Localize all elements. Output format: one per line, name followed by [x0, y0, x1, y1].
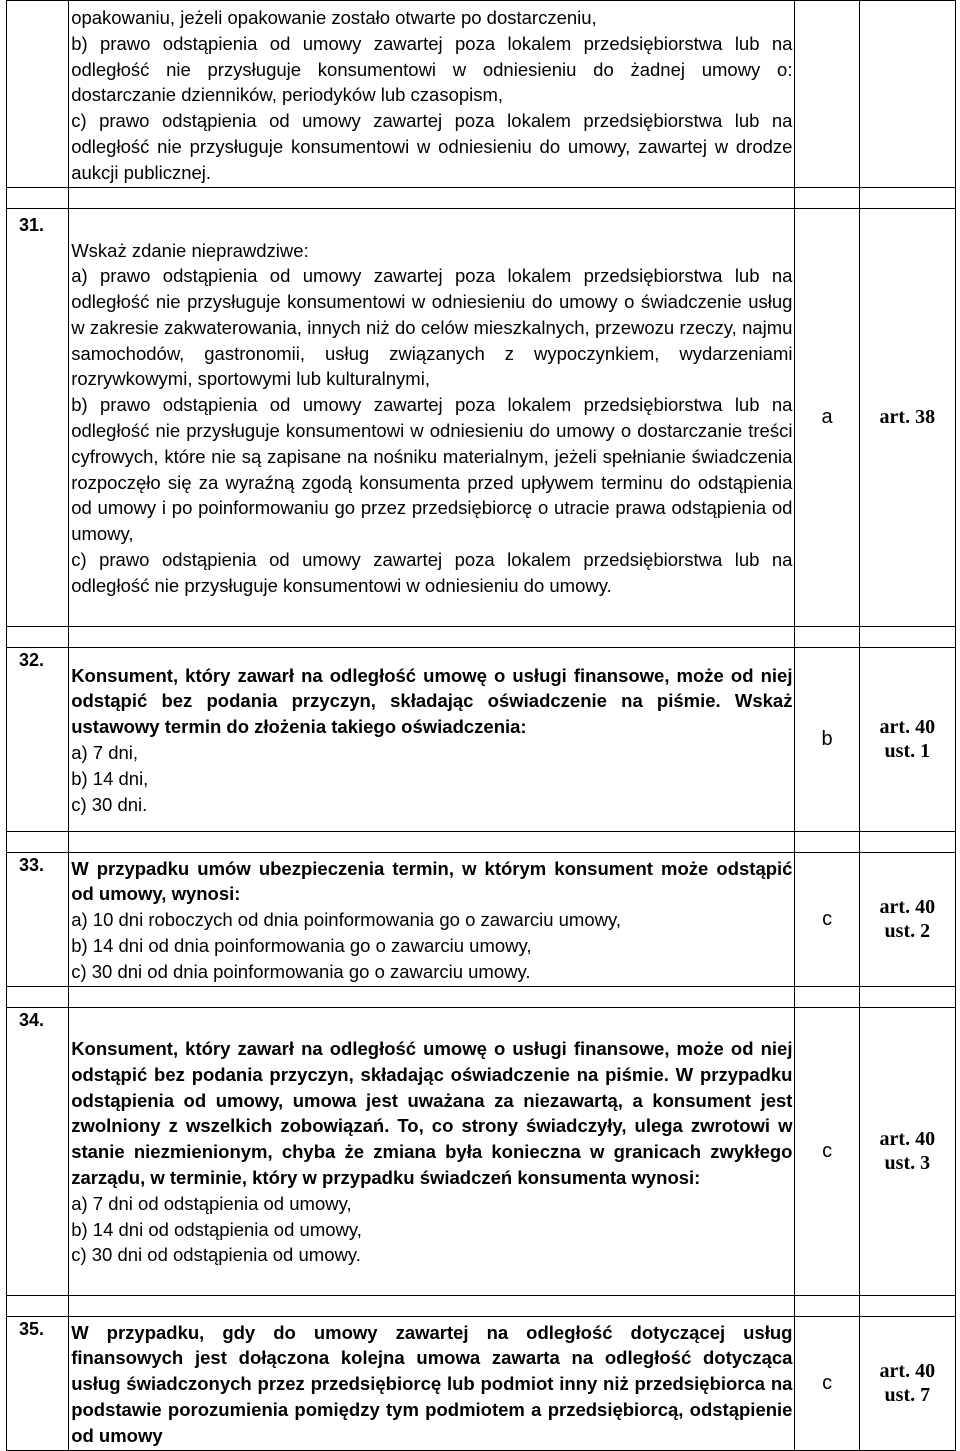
question-33-text	[69, 852, 795, 986]
quiz-table	[6, 0, 956, 1451]
question-34-option-c: c) 30 dni od odstąpienia od umowy.	[71, 1244, 361, 1266]
reference-article: art. 40	[879, 1360, 936, 1383]
question-34-text	[69, 1007, 795, 1295]
question-35-stem: W przypadku, gdy do umowy zawartej na odległość dotyczącej usług finansowych jest dołączona kolejna umowa zawarta na odległość dotycząca usług świadczonych przez przedsiębiorcę lub podmiot inny niż przedsiębiorca na podstawie porozumienia pomiędzy tym podmiotem a przedsiębiorcą, odstąpienie od umowy	[71, 1321, 793, 1446]
question-34-row	[7, 1007, 956, 1295]
answer-cell: c	[795, 852, 859, 986]
question-number: 34.	[7, 1007, 69, 1295]
question-31-stem: Wskaż zdanie nieprawdziwe:	[71, 239, 309, 261]
reference-paragraph: ust. 2	[884, 920, 931, 943]
reference-cell	[859, 1316, 955, 1450]
separator-row	[7, 1295, 956, 1316]
question-number: 32.	[7, 647, 69, 831]
question-31-row	[7, 208, 956, 626]
question-34-option-a: a) 7 dni od odstąpienia od umowy,	[71, 1192, 352, 1214]
question-30-text	[69, 1, 795, 188]
reference-cell	[859, 1007, 955, 1295]
question-33-option-a: a) 10 dni roboczych od dnia poinformowania go o zawarciu umowy,	[71, 909, 622, 931]
question-32-text	[69, 647, 795, 831]
answer-cell: b	[795, 647, 859, 831]
question-number: 33.	[7, 852, 69, 986]
question-30-option-c: c) prawo odstąpienia od umowy zawartej poza lokalem przedsiębiorstwa lub na odległość nie przysługuje konsumentowi w odniesieniu do umowy, zawartej w drodze aukcji publicznej.	[71, 110, 793, 183]
question-number: 31.	[7, 208, 69, 626]
question-35-text	[69, 1316, 795, 1450]
answer-cell: a	[795, 208, 859, 626]
separator-row	[7, 187, 956, 208]
reference-article: art. 40	[879, 716, 936, 739]
reference-cell	[859, 852, 955, 986]
question-31-option-b: b) prawo odstąpienia od umowy zawartej poza lokalem przedsiębiorstwa lub na odległość nie przysługuje konsumentowi w odniesieniu do umowy o dostarczanie treści cyfrowych, które nie są zapisane na nośniku materialnym, jeżeli spełnianie świadczenia rozpoczęło się za wyraźną zgodą konsumenta przed upływem terminu do odstąpienia od umowy i po poinformowaniu go przez przedsiębiorcę o utracie prawa odstąpienia od umowy,	[71, 394, 793, 545]
separator-row	[7, 626, 956, 647]
question-32-stem: Konsument, który zawarł na odległość umowę o usługi finansowe, może od niej odstąpić bez podania przyczyn, składając oświadczenie na piśmie. Wskaż ustawowy termin do złożenia takiego oświadczenia:	[71, 664, 793, 738]
question-32-option-a: a) 7 dni,	[71, 742, 139, 764]
reference-cell	[859, 647, 955, 831]
reference-article: art. 40	[879, 896, 936, 919]
question-30-row	[7, 1, 956, 188]
answer-cell: c	[795, 1007, 859, 1295]
question-34-option-b: b) 14 dni od odstąpienia od umowy,	[71, 1218, 362, 1240]
reference-paragraph: ust. 1	[884, 740, 931, 763]
answer-cell: c	[795, 1316, 859, 1450]
question-30-option-b: b) prawo odstąpienia od umowy zawartej poza lokalem przedsiębiorstwa lub na odległość nie przysługuje konsumentowi w odniesieniu do żadnej umowy o: dostarczanie dzienników, periodyków lub czasopism,	[71, 32, 793, 106]
question-30-line-1: opakowaniu, jeżeli opakowanie zostało otwarte po dostarczeniu,	[71, 7, 597, 28]
question-32-option-c: c) 30 dni.	[71, 793, 148, 815]
separator-row	[7, 986, 956, 1007]
question-35-row	[7, 1316, 956, 1450]
question-31-text	[69, 208, 795, 626]
question-33-option-c: c) 30 dni od dnia poinformowania go o zawarciu umowy.	[71, 960, 531, 982]
question-33-stem: W przypadku umów ubezpieczenia termin, w którym konsument może odstąpić od umowy, wynosi:	[71, 857, 793, 905]
question-number: 35.	[7, 1316, 69, 1450]
question-32-option-b: b) 14 dni,	[71, 767, 149, 789]
question-33-option-b: b) 14 dni od dnia poinformowania go o zawarciu umowy,	[71, 934, 532, 956]
reference-cell: art. 38	[859, 208, 955, 626]
reference-paragraph: ust. 3	[884, 1152, 931, 1175]
question-33-row	[7, 852, 956, 986]
reference-article: art. 40	[879, 1128, 936, 1151]
answer-cell	[795, 1, 859, 188]
reference-paragraph: ust. 7	[884, 1384, 931, 1407]
question-31-option-c: c) prawo odstąpienia od umowy zawartej poza lokalem przedsiębiorstwa lub na odległość nie przysługuje konsumentowi w odniesieniu do umowy.	[71, 549, 793, 596]
separator-row	[7, 831, 956, 852]
question-34-stem: Konsument, który zawarł na odległość umowę o usługi finansowe, może od niej odstąpić bez podania przyczyn, składając oświadczenie na piśmie. W przypadku odstąpienia od umowy, umowa jest uważana za niezawartą, a konsument jest zwolniony z wszelkich zobowiązań. To, co strony świadczyły, ulega zwrotowi w stanie niezmienionym, chyba że zmiana była konieczna w granicach zwykłego zarządu, w terminie, który w przypadku świadczeń konsumenta wynosi:	[71, 1037, 793, 1188]
question-number-cell	[7, 1, 69, 188]
question-32-row	[7, 647, 956, 831]
question-31-option-a: a) prawo odstąpienia od umowy zawartej poza lokalem przedsiębiorstwa lub na odległość nie przysługuje konsumentowi w odniesieniu do umowy o świadczenie usług w zakresie zakwaterowania, innych niż do celów mieszkalnych, przewozu rzeczy, najmu samochodów, gastronomii, usług związanych z wypoczynkiem, wydarzeniami rozrywkowymi, sportowymi lub kulturalnymi,	[71, 265, 793, 390]
reference-cell	[859, 1, 955, 188]
